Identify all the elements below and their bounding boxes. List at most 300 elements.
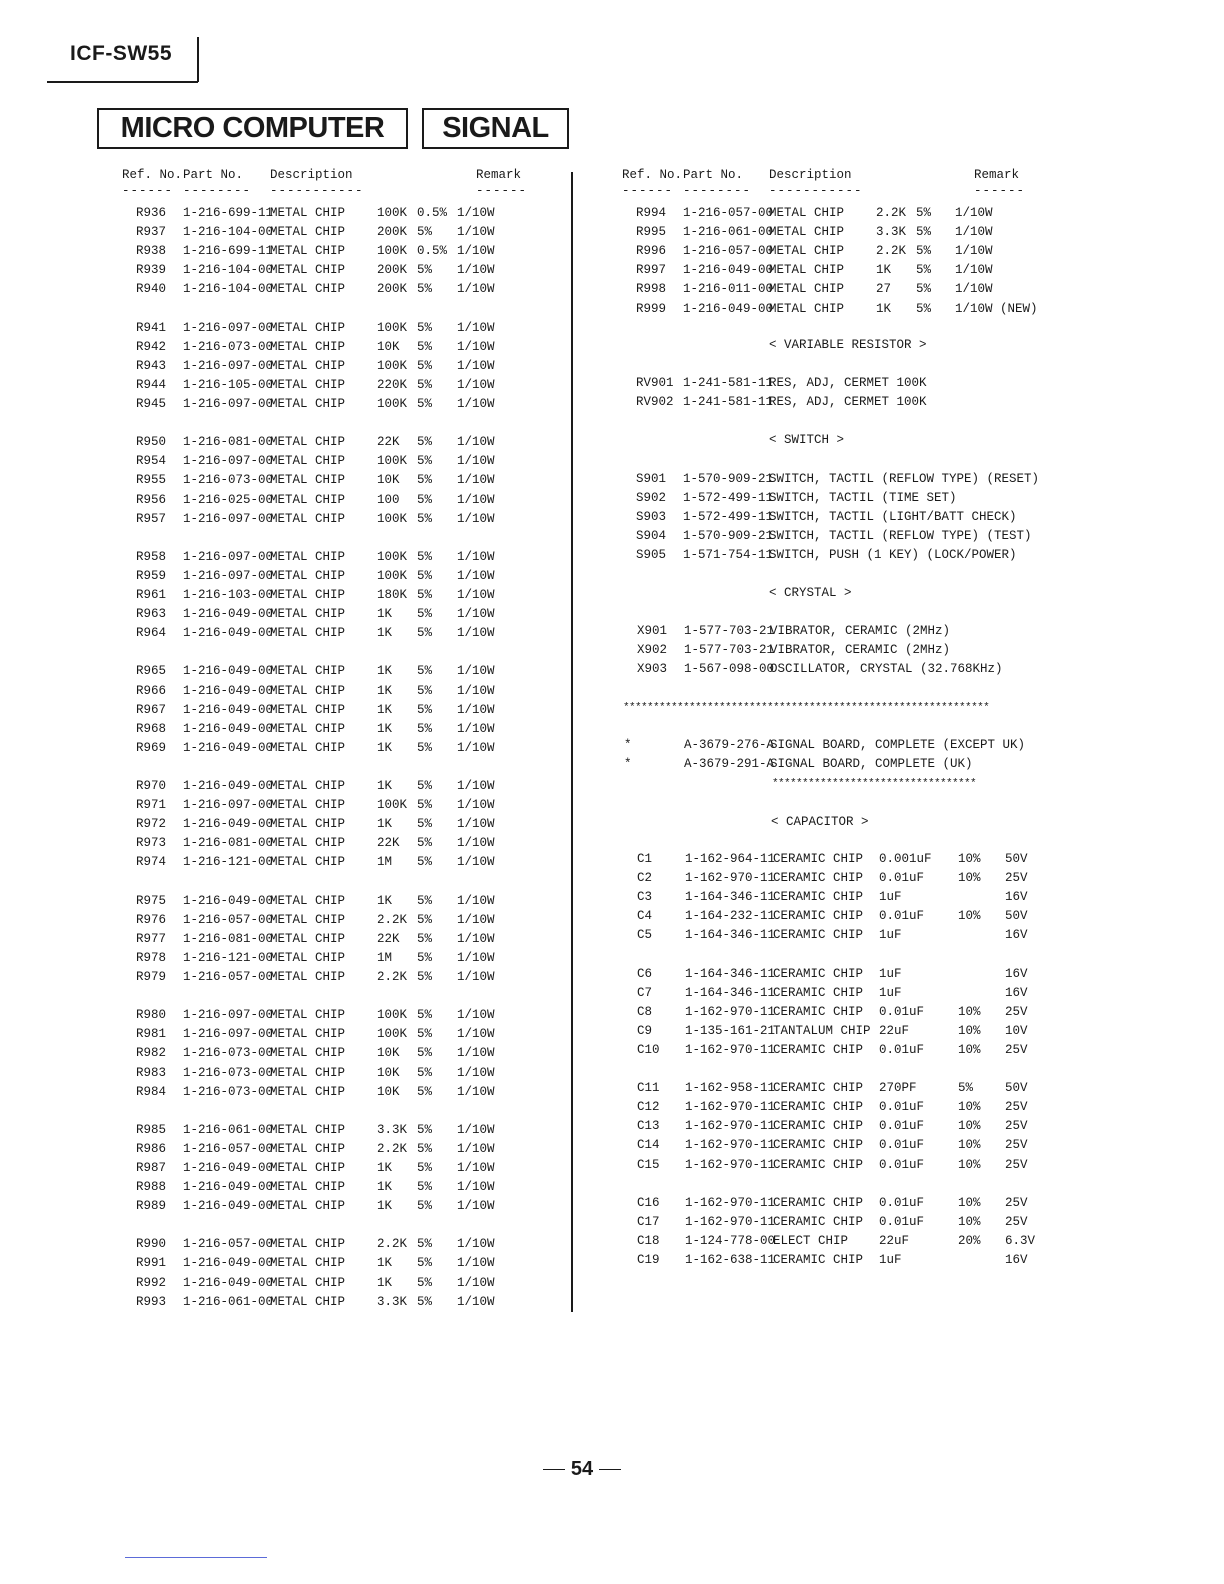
cell: 1-216-073-00 [183, 473, 274, 487]
cell: METAL CHIP [270, 454, 346, 468]
cell: R967 [136, 703, 167, 717]
cell: 1K [876, 302, 892, 316]
cell: R942 [136, 340, 167, 354]
col-header-description-right: Description [769, 168, 852, 182]
separator-long: ************************************************************* [623, 702, 990, 714]
page-number-text: 54 [570, 1458, 594, 1480]
cell: 5% [417, 569, 433, 583]
cell: 5% [916, 206, 932, 220]
cell: 0.01uF [879, 1138, 925, 1152]
cell: 1-216-097-00 [183, 569, 274, 583]
cell: 100K [377, 1027, 408, 1041]
cell: R936 [136, 206, 167, 220]
cell: 1-162-638-11 [685, 1253, 776, 1267]
cell: METAL CHIP [270, 263, 346, 277]
cell: SWITCH, TACTIL (LIGHT/BATT CHECK) [769, 510, 1017, 524]
cell: 1/10W [457, 1161, 495, 1175]
cell: 1/10W [457, 512, 495, 526]
cell: R996 [636, 244, 667, 258]
cell: 5% [916, 244, 932, 258]
cell: 2.2K [377, 970, 408, 984]
cell: 1/10W [457, 340, 495, 354]
cell: 1-216-081-00 [183, 435, 274, 449]
cell: 16V [1005, 1253, 1028, 1267]
cell: 1/10W [457, 397, 495, 411]
cell: 1-216-105-00 [183, 378, 274, 392]
cell: R966 [136, 684, 167, 698]
cell: X902 [637, 643, 668, 657]
cell: 5% [417, 1027, 433, 1041]
cell: METAL CHIP [769, 225, 845, 239]
cell: 1/10W [457, 894, 495, 908]
cell: 0.01uF [879, 1005, 925, 1019]
cell: CERAMIC CHIP [773, 1043, 864, 1057]
cell: 5% [417, 798, 433, 812]
cell: METAL CHIP [270, 607, 346, 621]
cell: 100K [377, 206, 408, 220]
cell: METAL CHIP [270, 741, 346, 755]
cell: 10% [958, 852, 981, 866]
cell: 1-216-097-00 [183, 1008, 274, 1022]
cell: R982 [136, 1046, 167, 1060]
cell: METAL CHIP [270, 435, 346, 449]
cell: 1K [377, 1256, 393, 1270]
cell: 270PF [879, 1081, 917, 1095]
cell: 100K [377, 550, 408, 564]
cell: 5% [417, 951, 433, 965]
cell: R941 [136, 321, 167, 335]
cell: METAL CHIP [270, 1008, 346, 1022]
cell: 5% [417, 435, 433, 449]
cell: 3.3K [377, 1123, 408, 1137]
cell: 1-216-049-00 [183, 703, 274, 717]
cell: METAL CHIP [270, 1085, 346, 1099]
cell: METAL CHIP [270, 359, 346, 373]
cell: 100K [377, 454, 408, 468]
cell: 1K [876, 263, 892, 277]
heading-capacitor: < CAPACITOR > [771, 815, 869, 829]
cell: METAL CHIP [270, 378, 346, 392]
cell: R983 [136, 1066, 167, 1080]
cell: 1-216-025-00 [183, 493, 274, 507]
cell: 25V [1005, 1138, 1028, 1152]
cell: 1-216-103-00 [183, 588, 274, 602]
cell: 1/10W (NEW) [955, 302, 1038, 316]
cell: METAL CHIP [270, 225, 346, 239]
cell: METAL CHIP [270, 1123, 346, 1137]
cell: 1-216-049-00 [183, 684, 274, 698]
cell: 5% [417, 493, 433, 507]
cell: 5% [916, 282, 932, 296]
cell: 16V [1005, 967, 1028, 981]
cell: 1-216-057-00 [683, 206, 774, 220]
cell: METAL CHIP [270, 569, 346, 583]
cell: 1-216-073-00 [183, 340, 274, 354]
cell: 1-216-097-00 [183, 798, 274, 812]
cell: R997 [636, 263, 667, 277]
cell: METAL CHIP [270, 493, 346, 507]
cell: R956 [136, 493, 167, 507]
cell: 1/10W [457, 225, 495, 239]
cell: R965 [136, 664, 167, 678]
cell: 5% [417, 321, 433, 335]
cell: 1-162-970-11 [685, 1043, 776, 1057]
cell: METAL CHIP [270, 855, 346, 869]
cell: 5% [417, 626, 433, 640]
cell: S902 [636, 491, 667, 505]
cell: 1/10W [457, 1276, 495, 1290]
cell: R969 [136, 741, 167, 755]
cell: 10V [1005, 1024, 1028, 1038]
cell: CERAMIC CHIP [773, 909, 864, 923]
cell: 10% [958, 1024, 981, 1038]
column-divider [571, 172, 573, 1312]
cell: 1-241-581-11 [683, 376, 774, 390]
cell: C18 [637, 1234, 660, 1248]
cell: 1/10W [457, 282, 495, 296]
cell: 1/10W [457, 1027, 495, 1041]
cell: 1-216-061-00 [183, 1295, 274, 1309]
cell: 1/10W [457, 817, 495, 831]
cell: 1-216-121-00 [183, 855, 274, 869]
cell: 10% [958, 1043, 981, 1057]
cell: METAL CHIP [270, 1142, 346, 1156]
cell: 10% [958, 1005, 981, 1019]
cell: 1-164-346-11 [685, 928, 776, 942]
cell: METAL CHIP [270, 684, 346, 698]
cell: 1/10W [457, 454, 495, 468]
cell: 0.01uF [879, 1158, 925, 1172]
cell: METAL CHIP [270, 798, 346, 812]
cell: 1K [377, 1276, 393, 1290]
cell: 0.01uF [879, 1043, 925, 1057]
cell: 5% [417, 378, 433, 392]
cell: 5% [417, 1085, 433, 1099]
cell: 10% [958, 871, 981, 885]
cell: 1-216-073-00 [183, 1066, 274, 1080]
cell: 5% [417, 913, 433, 927]
header-divider [197, 37, 199, 82]
cell: METAL CHIP [270, 1295, 346, 1309]
cell: CERAMIC CHIP [773, 1081, 864, 1095]
cell: 10K [377, 473, 400, 487]
cell: 5% [417, 970, 433, 984]
cell: SWITCH, TACTIL (TIME SET) [769, 491, 957, 505]
cell: 5% [417, 397, 433, 411]
cell: 1K [377, 779, 393, 793]
cell: METAL CHIP [270, 779, 346, 793]
cell: 1/10W [457, 1237, 495, 1251]
col-dash-part: -------- [183, 184, 252, 198]
cell: R972 [136, 817, 167, 831]
cell: 1K [377, 741, 393, 755]
cell: 1-216-049-00 [183, 779, 274, 793]
cell: 1/10W [955, 206, 993, 220]
cell: 1-216-699-11 [183, 206, 274, 220]
cell: METAL CHIP [270, 473, 346, 487]
cell: 5% [417, 684, 433, 698]
cell: METAL CHIP [270, 1276, 346, 1290]
cell: R938 [136, 244, 167, 258]
cell: 22uF [879, 1234, 910, 1248]
cell: R999 [636, 302, 667, 316]
cell: 1-216-104-00 [183, 225, 274, 239]
cell: 5% [417, 1066, 433, 1080]
cell: 22K [377, 836, 400, 850]
cell: 5% [417, 779, 433, 793]
cell: A-3679-291-A [684, 757, 775, 771]
cell: METAL CHIP [769, 263, 845, 277]
cell: METAL CHIP [270, 282, 346, 296]
cell: METAL CHIP [270, 1199, 346, 1213]
cell: 0.01uF [879, 909, 925, 923]
cell: C9 [637, 1024, 653, 1038]
cell: C17 [637, 1215, 660, 1229]
cell: 1/10W [457, 1008, 495, 1022]
cell: 10K [377, 1085, 400, 1099]
cell: R970 [136, 779, 167, 793]
cell: 1K [377, 703, 393, 717]
cell: 5% [916, 302, 932, 316]
separator-short: ********************************** [772, 778, 977, 790]
cell: 1/10W [457, 378, 495, 392]
cell: 1-216-057-00 [183, 913, 274, 927]
col-dash-description-right: ----------- [769, 184, 863, 198]
cell: 1M [377, 951, 393, 965]
cell: R971 [136, 798, 167, 812]
cell: R954 [136, 454, 167, 468]
cell: 100K [377, 397, 408, 411]
cell: R939 [136, 263, 167, 277]
cell: R989 [136, 1199, 167, 1213]
cell: 1-162-970-11 [685, 871, 776, 885]
cell: R955 [136, 473, 167, 487]
cell: 1/10W [457, 836, 495, 850]
cell: 200K [377, 263, 408, 277]
cell: 1/10W [457, 970, 495, 984]
cell: METAL CHIP [270, 894, 346, 908]
cell: 1-216-073-00 [183, 1046, 274, 1060]
cell: 0.01uF [879, 871, 925, 885]
cell: METAL CHIP [270, 932, 346, 946]
cell: 1-216-049-00 [683, 302, 774, 316]
cell: 1/10W [457, 1295, 495, 1309]
cell: 1/10W [457, 1123, 495, 1137]
cell: 0.01uF [879, 1119, 925, 1133]
cell: 1K [377, 664, 393, 678]
cell: 22uF [879, 1024, 910, 1038]
cell: 16V [1005, 890, 1028, 904]
cell: 0.01uF [879, 1196, 925, 1210]
cell: 0.5% [417, 244, 448, 258]
cell: C2 [637, 871, 653, 885]
cell: CERAMIC CHIP [773, 1158, 864, 1172]
cell: 5% [417, 1199, 433, 1213]
cell: R968 [136, 722, 167, 736]
cell: 1-216-049-00 [183, 1199, 274, 1213]
cell: 25V [1005, 1215, 1028, 1229]
col-dash-remark-right: ------ [974, 184, 1026, 198]
cell: 1/10W [457, 951, 495, 965]
cell: CERAMIC CHIP [773, 852, 864, 866]
heading-switch: < SWITCH > [769, 433, 845, 447]
cell: RES, ADJ, CERMET 100K [769, 376, 927, 390]
cell: RES, ADJ, CERMET 100K [769, 395, 927, 409]
cell: 1-162-964-11 [685, 852, 776, 866]
cell: S903 [636, 510, 667, 524]
cell: 5% [417, 1276, 433, 1290]
cell: C14 [637, 1138, 660, 1152]
cell: 1-162-970-11 [685, 1100, 776, 1114]
cell: 1/10W [457, 206, 495, 220]
cell: 1-572-499-11 [683, 491, 774, 505]
cell: 20% [958, 1234, 981, 1248]
cell: 1-216-104-00 [183, 282, 274, 296]
cell: METAL CHIP [270, 913, 346, 927]
cell: R963 [136, 607, 167, 621]
cell: 1-571-754-11 [683, 548, 774, 562]
cell: 1M [377, 855, 393, 869]
cell: 1-216-057-00 [183, 1237, 274, 1251]
cell: 1-216-073-00 [183, 1085, 274, 1099]
cell: R998 [636, 282, 667, 296]
cell: 1K [377, 626, 393, 640]
cell: 1/10W [457, 1199, 495, 1213]
cell: 100 [377, 493, 400, 507]
cell: 1K [377, 894, 393, 908]
cell: 5% [417, 1046, 433, 1060]
cell: R988 [136, 1180, 167, 1194]
cell: 1-216-699-11 [183, 244, 274, 258]
cell: 10% [958, 1138, 981, 1152]
cell: 1/10W [955, 282, 993, 296]
cell: METAL CHIP [270, 817, 346, 831]
cell: 1K [377, 607, 393, 621]
cell: METAL CHIP [270, 512, 346, 526]
cell: OSCILLATOR, CRYSTAL (32.768KHz) [770, 662, 1003, 676]
cell: METAL CHIP [270, 1046, 346, 1060]
cell: SIGNAL BOARD, COMPLETE (UK) [770, 757, 973, 771]
cell: CERAMIC CHIP [773, 1253, 864, 1267]
cell: R964 [136, 626, 167, 640]
cell: 5% [417, 664, 433, 678]
cell: CERAMIC CHIP [773, 1138, 864, 1152]
cell: 25V [1005, 1005, 1028, 1019]
cell: SIGNAL BOARD, COMPLETE (EXCEPT UK) [770, 738, 1026, 752]
cell: 1K [377, 1161, 393, 1175]
cell: 1-567-098-00 [684, 662, 775, 676]
cell: 5% [417, 359, 433, 373]
cell: 5% [417, 855, 433, 869]
cell: 1-216-049-00 [183, 894, 274, 908]
cell: 5% [417, 1180, 433, 1194]
cell: 25V [1005, 1196, 1028, 1210]
model-name: ICF-SW55 [70, 42, 173, 65]
cell: 5% [417, 1237, 433, 1251]
cell: R950 [136, 435, 167, 449]
cell: R978 [136, 951, 167, 965]
cell: 1-164-232-11 [685, 909, 776, 923]
cell: R993 [136, 1295, 167, 1309]
cell: 0.001uF [879, 852, 932, 866]
cell: 1-216-061-00 [183, 1123, 274, 1137]
cell: 5% [916, 225, 932, 239]
cell: METAL CHIP [769, 206, 845, 220]
col-header-ref: Ref. No. [122, 168, 183, 182]
cell: RV902 [636, 395, 674, 409]
cell: METAL CHIP [270, 321, 346, 335]
cell: 5% [417, 263, 433, 277]
cell: 2.2K [876, 206, 907, 220]
cell: 5% [417, 894, 433, 908]
cell: 100K [377, 798, 408, 812]
cell: 1/10W [457, 664, 495, 678]
cell: 1-216-121-00 [183, 951, 274, 965]
cell: 3.3K [876, 225, 907, 239]
cell: 1-216-049-00 [183, 1180, 274, 1194]
cell: 1/10W [457, 473, 495, 487]
cell: R958 [136, 550, 167, 564]
cell: 1/10W [457, 588, 495, 602]
cell: METAL CHIP [769, 302, 845, 316]
cell: METAL CHIP [270, 340, 346, 354]
cell: METAL CHIP [270, 1180, 346, 1194]
cell: 1uF [879, 967, 902, 981]
cell: 0.01uF [879, 1215, 925, 1229]
cell: 1-124-778-00 [685, 1234, 776, 1248]
cell: R985 [136, 1123, 167, 1137]
cell: R991 [136, 1256, 167, 1270]
cell: R944 [136, 378, 167, 392]
cell: 100K [377, 569, 408, 583]
cell: R937 [136, 225, 167, 239]
cell: R940 [136, 282, 167, 296]
cell: S901 [636, 472, 667, 486]
cell: 1-216-097-00 [183, 397, 274, 411]
cell: R957 [136, 512, 167, 526]
cell: 3.3K [377, 1295, 408, 1309]
cell: METAL CHIP [270, 664, 346, 678]
cell: 25V [1005, 1100, 1028, 1114]
section-title-signal: SIGNAL [422, 108, 569, 149]
cell: 1/10W [457, 741, 495, 755]
cell: 5% [417, 817, 433, 831]
cell: R984 [136, 1085, 167, 1099]
cell: 100K [377, 359, 408, 373]
cell: METAL CHIP [270, 1066, 346, 1080]
cell: 1-216-049-00 [183, 817, 274, 831]
cell: R992 [136, 1276, 167, 1290]
cell: 1/10W [457, 798, 495, 812]
cell: 1/10W [457, 569, 495, 583]
cell: 5% [417, 225, 433, 239]
cell: METAL CHIP [769, 282, 845, 296]
cell: 2.2K [876, 244, 907, 258]
cell: 1-216-049-00 [183, 1256, 274, 1270]
cell: 1-164-346-11 [685, 967, 776, 981]
cell: C12 [637, 1100, 660, 1114]
cell: 5% [417, 607, 433, 621]
cell: 1-162-970-11 [685, 1138, 776, 1152]
cell: METAL CHIP [270, 1256, 346, 1270]
cell: 1/10W [457, 684, 495, 698]
cell: 100K [377, 244, 408, 258]
section-title-micro-computer: MICRO COMPUTER [97, 108, 408, 149]
cell: 1-577-703-21 [684, 643, 775, 657]
cell: 1-216-061-00 [683, 225, 774, 239]
cell: 1-135-161-21 [685, 1024, 776, 1038]
cell: C3 [637, 890, 653, 904]
